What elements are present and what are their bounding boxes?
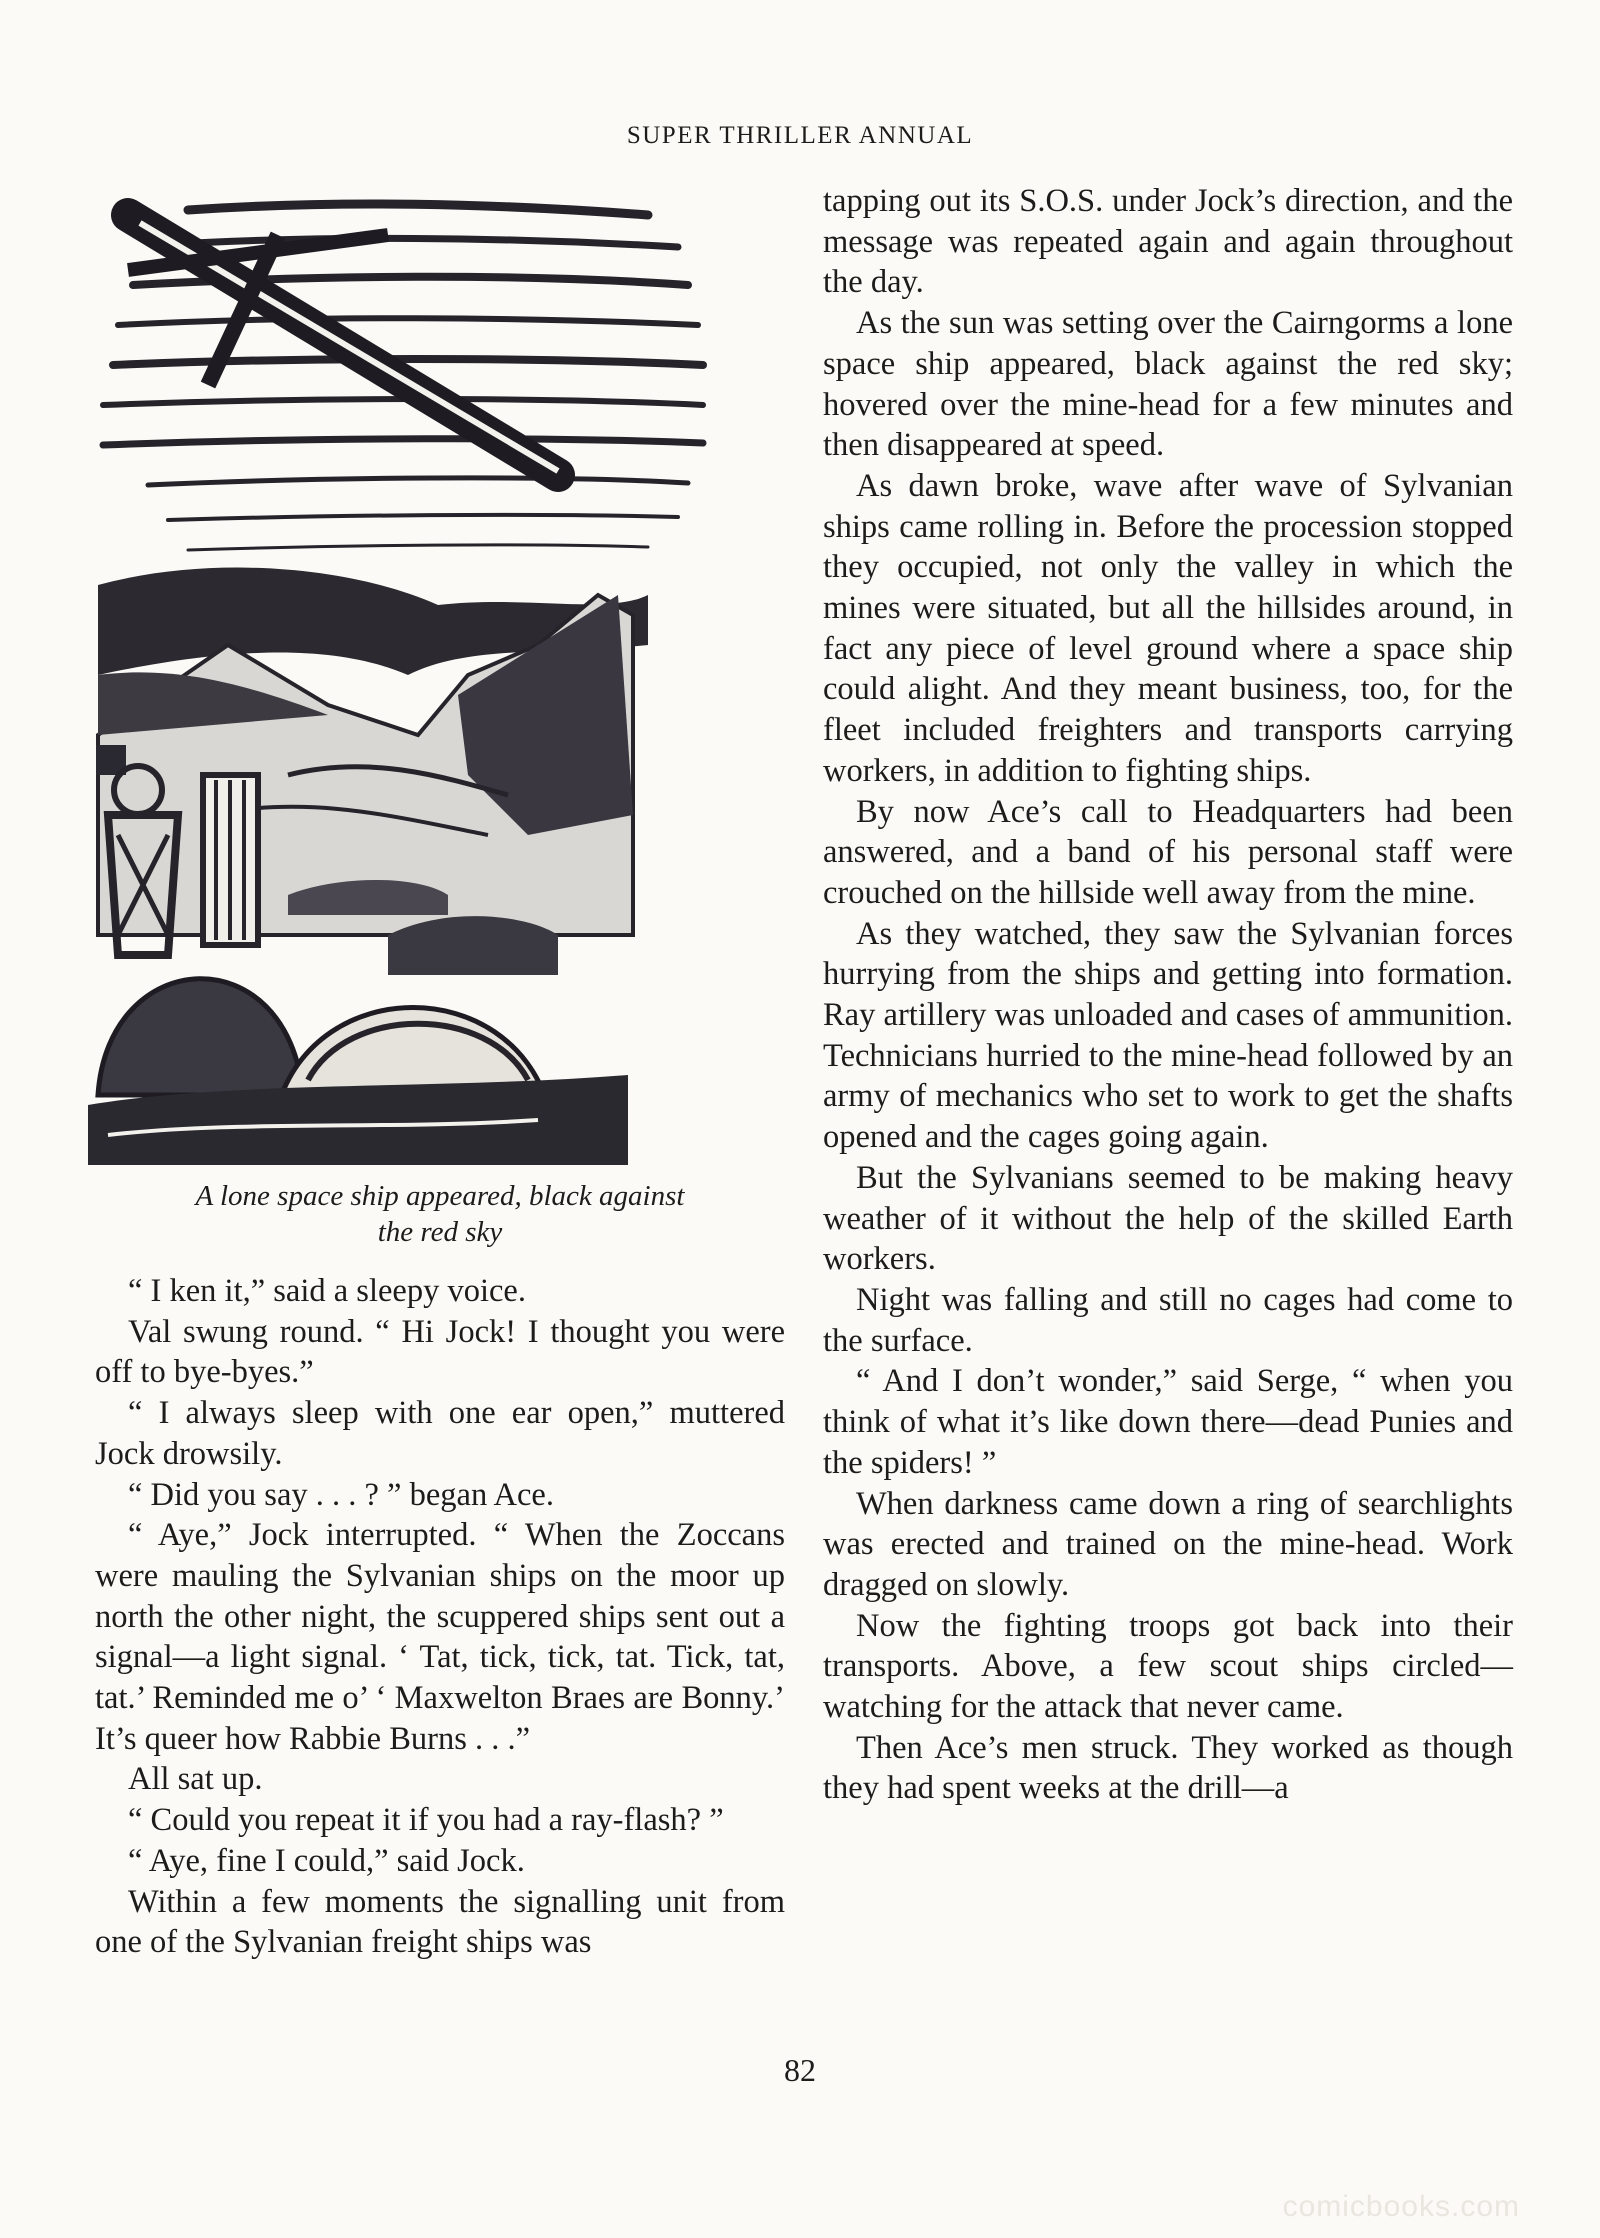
paragraph: Now the fighting troops got back into their transports. Above, a few scout ships circled—watching for the attack that never came.: [823, 1607, 1513, 1726]
paragraph: But the Sylvanians seemed to be making heavy weather of it without the help of the skilled Earth workers.: [823, 1159, 1513, 1278]
caption-line-2: the red sky: [377, 1216, 503, 1248]
paragraph: Night was falling and still no cages had come to the surface.: [823, 1281, 1513, 1359]
paragraph: “ Could you repeat it if you had a ray-flash? ”: [128, 1802, 724, 1839]
paragraph: “ Aye,” Jock interrupted. “ When the Zoccans were mauling the Sylvanian ships on the moor up north the other night, the scuppered ships sent out a signal—a light signal. ‘ Tat, tick, tick, tat. Tick, tat, tat.’ Reminded me o’ ‘ Maxwelton Braes are Bonny.’ It’s queer how Rabbie Burns . . .”: [95, 1517, 785, 1757]
paragraph: Val swung round. “ Hi Jock! I thought you were off to bye-byes.”: [95, 1313, 785, 1391]
illustration-space-ship-over-mine: [88, 175, 788, 1175]
paragraph: When darkness came down a ring of searchlights was erected and trained on the mine-head. Work dragged on slowly.: [823, 1485, 1513, 1603]
paragraph: “ I always sleep with one ear open,” muttered Jock drowsily.: [95, 1395, 785, 1472]
paragraph: Within a few moments the signalling unit from one of the Sylvanian freight ships was: [95, 1883, 785, 1961]
paragraph: “ Aye, fine I could,” said Jock.: [128, 1842, 525, 1879]
right-column: [823, 181, 1513, 1809]
paragraph: All sat up.: [128, 1761, 263, 1798]
paragraph: tapping out its S.O.S. under Jock’s direction, and the message was repeated again and again throughout the day.: [823, 183, 1513, 301]
running-title: SUPER THRILLER ANNUAL: [626, 122, 974, 149]
paragraph: “ And I don’t wonder,” said Serge, “ when you think of what it’s like down there—dead Punies and the spiders! ”: [823, 1363, 1513, 1481]
paragraph: Then Ace’s men struck. They worked as though they had spent weeks at the drill—a: [823, 1729, 1513, 1807]
caption-line-1: A lone space ship appeared, black against: [195, 1180, 685, 1212]
paragraph: As dawn broke, wave after wave of Sylvanian ships came rolling in. Before the procession stopped they occupied, not only the valley in which the mines were situated, but all the hillsides around, in fact any piece of level ground where a space ship could alight. And they meant business, too, for the fleet included freighters and transports carrying workers, in addition to fighting ships.: [823, 467, 1513, 789]
paragraph: As the sun was setting over the Cairngorms a lone space ship appeared, black against the red sky; hovered over the mine-head for a few minutes and then disappeared at speed.: [823, 305, 1513, 464]
figure-caption: [95, 1178, 785, 1250]
paragraph: As they watched, they saw the Sylvanian forces hurrying from the ships and getting into formation. Ray artillery was unloaded and cases of ammunition. Technicians hurried to the mine-head followed by an army of mechanics who set to work to get the shafts opened and the cages going again.: [823, 915, 1513, 1156]
left-column: [95, 1271, 785, 1963]
page-number: 82: [784, 2052, 816, 2088]
paragraph: By now Ace’s call to Headquarters had been answered, and a band of his personal staff were crouched on the hillside well away from the mine.: [823, 793, 1513, 911]
watermark: comicbooks.com: [1282, 2190, 1520, 2223]
paragraph: “ I ken it,” said a sleepy voice.: [128, 1273, 526, 1309]
paragraph: “ Did you say . . . ? ” began Ace.: [128, 1476, 554, 1513]
